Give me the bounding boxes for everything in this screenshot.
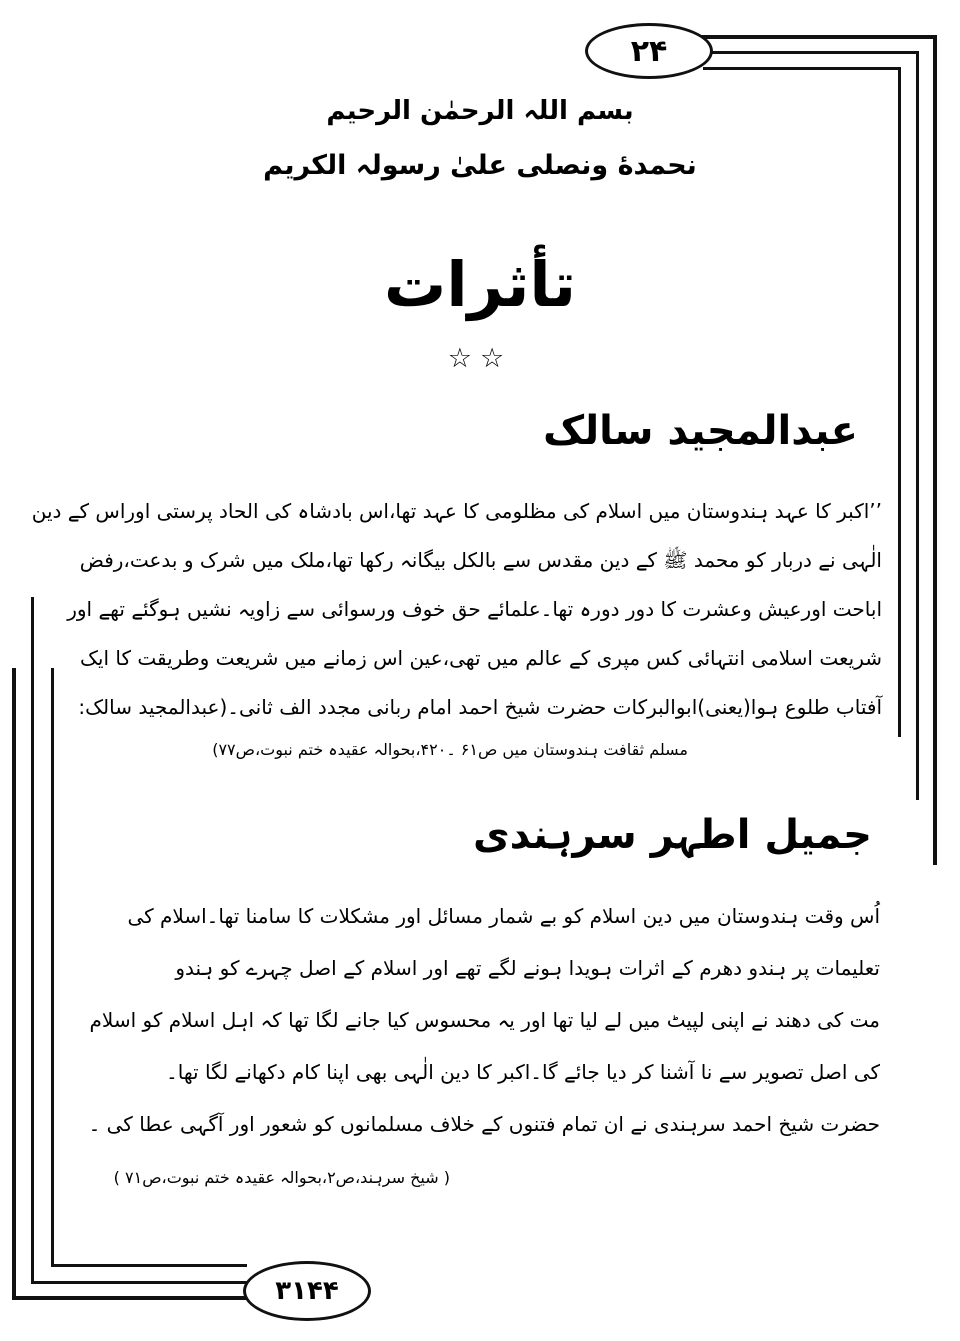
border-line-bottom-outer bbox=[12, 1296, 250, 1300]
section-1-citation: مسلم ثقافت ہندوستان میں ص۶۱ ۔۴۲۰،بحوالہ عقیدہ ختم نبوت،ص۷۷) bbox=[212, 740, 688, 759]
border-line-left-inner bbox=[51, 668, 54, 1267]
section-heading-jameel-athar-sirhindi: جمیل اطہر سرہندی bbox=[473, 812, 872, 858]
paragraph-line: الٰہی نے دربار کو محمد ﷺ کے دین مقدس سے بالکل بیگانہ رکھا تھا،ملک میں شرک و بدعت،رفض bbox=[79, 548, 882, 572]
border-line-left-middle bbox=[31, 597, 34, 1284]
border-line-bottom-middle bbox=[31, 1281, 247, 1284]
serial-number-badge bbox=[243, 1261, 371, 1321]
bismillah-line-1: بسم اللہ الرحمٰن الرحیم bbox=[326, 96, 634, 126]
paragraph-line: مت کی دھند نے اپنی لپیٹ میں لے لیا تھا اور یہ محسوس کیا جانے لگا تھا کہ اہل اسلام کو اسلام bbox=[89, 1008, 880, 1032]
paragraph-line: اُس وقت ہندوستان میں دین اسلام کو بے شمار مسائل اور مشکلات کا سامنا تھا۔اسلام کی bbox=[127, 904, 880, 928]
border-line-top-inner bbox=[703, 67, 901, 70]
border-line-top-middle bbox=[703, 51, 919, 54]
section-2-paragraph bbox=[62, 890, 880, 1150]
serial-number: ۳۱۴۴ bbox=[275, 1276, 339, 1306]
star-icons: ☆☆ bbox=[447, 343, 513, 374]
paragraph-line: کی اصل تصویر سے نا آشنا کر دیا جائے گا۔اکبر کا دین الٰہی بھی اپنا کام دکھانے لگا تھا۔ bbox=[166, 1060, 880, 1084]
border-line-top-outer bbox=[700, 35, 937, 39]
border-line-left-outer bbox=[12, 668, 16, 1300]
section-heading-abdul-majeed-salik: عبدالمجید سالک bbox=[543, 408, 858, 454]
page-number-badge bbox=[585, 23, 713, 79]
paragraph-line: ’’اکبر کا عہد ہندوستان میں اسلام کی مظلومی کا عہد تھا،اس بادشاہ کی الحاد پرستی اوراس کے دین bbox=[31, 499, 882, 523]
hamd-salat-line: نحمدهٔ ونصلی علیٰ رسولہ الکریم bbox=[263, 150, 697, 181]
page-title: تأثرات bbox=[384, 248, 576, 321]
page-number: ۲۴ bbox=[630, 33, 668, 69]
paragraph-line: حضرت شیخ احمد سرہندی نے ان تمام فتنوں کے خلاف مسلمانوں کو شعور اور آگہی عطا کی ۔ bbox=[88, 1112, 880, 1136]
paragraph-line: اباحت اورعیش وعشرت کا دور دورہ تھا۔علمائے حق خوف ورسوائی سے زاویہ نشیں ہوگئے تھے اور bbox=[67, 597, 882, 621]
section-1-paragraph bbox=[31, 487, 882, 732]
paragraph-line: آفتاب طلوع ہوا(یعنی)ابوالبرکات حضرت شیخ احمد امام ربانی مجدد الف ثانی۔(عبدالمجید سالک: bbox=[78, 695, 882, 719]
section-2-citation: ( شیخ سرہند،ص۲،بحوالہ عقیدہ ختم نبوت،ص۷۱ ) bbox=[113, 1168, 450, 1187]
border-line-bottom-inner bbox=[51, 1264, 247, 1267]
paragraph-line: تعلیمات پر ہندو دھرم کے اثرات ہویدا ہونے لگے تھے اور اسلام کے اصل چہرے کو ہندو bbox=[175, 956, 880, 980]
paragraph-line: شریعت اسلامی انتہائی کس مپری کے عالم میں تھی،عین اس زمانے میں شریعت وطریقت کا ایک bbox=[80, 646, 882, 670]
